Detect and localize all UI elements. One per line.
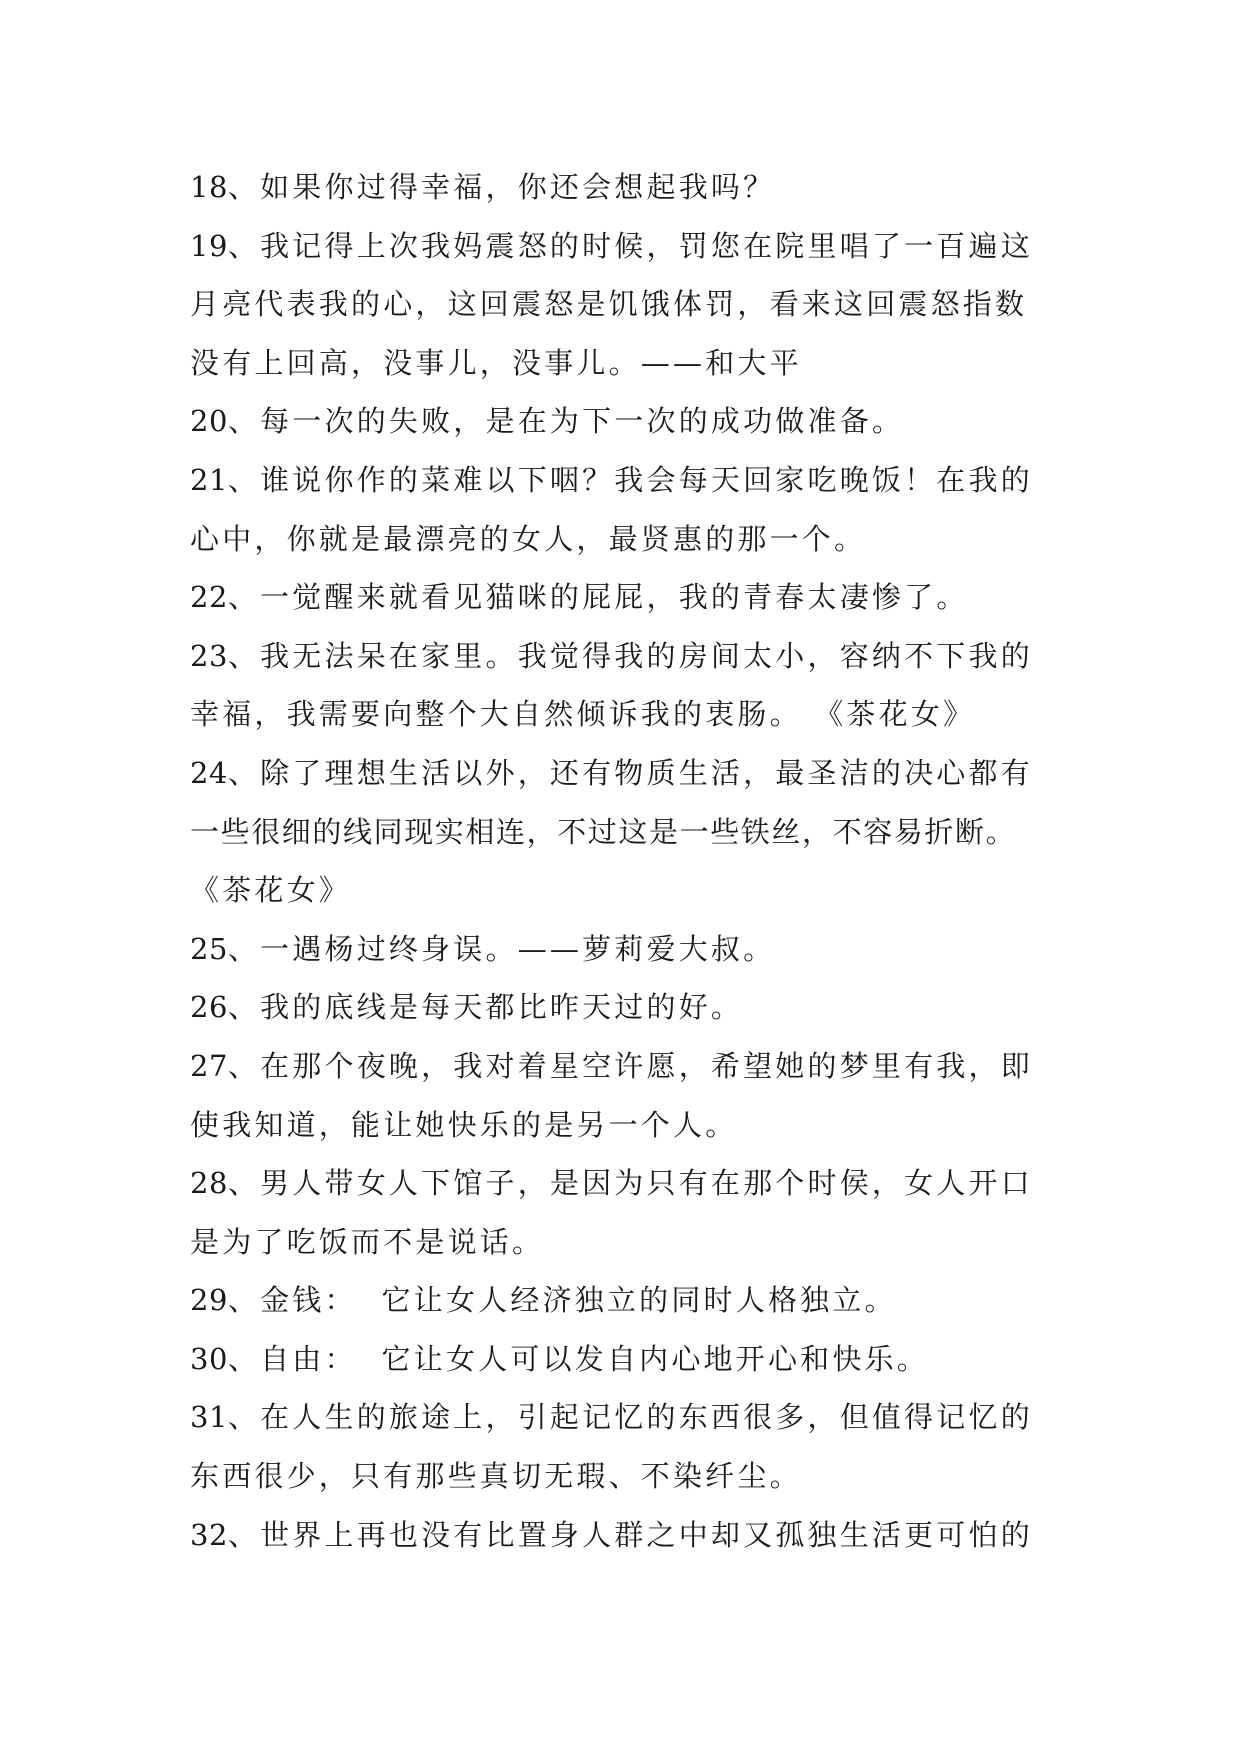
quote-entry-22 (190, 568, 1060, 627)
quote-line (190, 568, 1060, 627)
quote-entry-24 (190, 744, 1060, 920)
quote-entry-31 (190, 1388, 1060, 1505)
quote-line (190, 978, 1060, 1037)
number-separator: 、 (227, 170, 261, 204)
quote-entry-32 (190, 1506, 1060, 1565)
quote-number: 26 (190, 990, 228, 1025)
quote-line (190, 627, 1060, 686)
quote-line (190, 1506, 1060, 1565)
number-separator: 、 (227, 1400, 261, 1435)
quote-entry-19 (190, 217, 1060, 393)
quote-line (190, 451, 1060, 510)
quote-line (190, 1330, 1060, 1389)
quote-text: 谁说你作的菜难以下咽？我会每天回家吃晚饭！在我的 (260, 462, 1033, 497)
quote-text: 世界上再也没有比置身人群之中却又孤独生活更可怕的 (260, 1517, 1033, 1552)
quote-text: 除了理想生活以外，还有物质生活，最圣洁的决心都有 (260, 755, 1033, 790)
quote-text: 男人带女人下馆子，是因为只有在那个时侯，女人开口 (260, 1166, 1033, 1201)
quote-line: 月亮代表我的心，这回震怒是饥饿体罚，看来这回震怒指数 (190, 287, 1028, 322)
quote-text: 一觉醒来就看见猫咪的屁屁，我的青春太凄惨了。 (260, 580, 969, 615)
quote-text: 我的底线是每天都比昨天过的好。 (260, 990, 744, 1025)
quote-number: 18 (190, 170, 228, 204)
number-separator: 、 (227, 228, 261, 263)
quote-number: 25 (190, 931, 228, 966)
number-separator: 、 (227, 755, 261, 790)
quote-entry-28 (190, 1154, 1060, 1271)
quote-line: 《茶花女》 (190, 873, 352, 908)
number-separator: 、 (227, 1166, 261, 1201)
quote-entry-27 (190, 1037, 1060, 1154)
quote-number: 30 (190, 1341, 228, 1376)
quote-line (190, 1154, 1060, 1213)
quote-number: 20 (190, 404, 228, 439)
quote-number: 24 (190, 755, 228, 790)
quote-text: 每一次的失败，是在为下一次的成功做准备。 (260, 404, 905, 439)
quote-entry-18 (190, 158, 1060, 217)
quote-entry-29 (190, 1271, 1060, 1330)
number-separator: 、 (227, 990, 261, 1025)
quote-line: 没有上回高，没事儿，没事儿。——和大平 (190, 345, 802, 380)
quote-line: 使我知道，能让她快乐的是另一个人。 (190, 1107, 738, 1142)
quote-text: 我记得上次我妈震怒的时候，罚您在院里唱了一百遍这 (260, 228, 1033, 263)
number-separator: 、 (227, 1048, 261, 1083)
number-separator: 、 (227, 1517, 261, 1552)
number-separator: 、 (227, 580, 261, 615)
quote-line: 东西很少，只有那些真切无瑕、不染纤尘。 (190, 1459, 802, 1494)
quote-number: 19 (190, 228, 228, 263)
quote-line (190, 217, 1060, 276)
quote-number: 32 (190, 1517, 228, 1552)
quote-entry-26 (190, 978, 1060, 1037)
quote-entry-25 (190, 920, 1060, 979)
quote-line: 是为了吃饭而不是说话。 (190, 1224, 545, 1259)
quote-number: 23 (190, 638, 228, 673)
quote-line (190, 158, 1060, 217)
quote-text: 在那个夜晚，我对着星空许愿，希望她的梦里有我，即 (260, 1048, 1033, 1083)
quote-text: 如果你过得幸福，你还会想起我吗？ (260, 170, 776, 204)
quote-line (190, 744, 1060, 803)
number-separator: 、 (227, 462, 261, 497)
number-separator: 、 (227, 1341, 261, 1376)
quote-number: 21 (190, 462, 228, 497)
quote-number: 22 (190, 580, 228, 615)
quote-text: 我无法呆在家里。我觉得我的房间太小，容纳不下我的 (260, 638, 1033, 673)
quote-text: 金钱： 它让女人经济独立的同时人格独立。 (260, 1283, 897, 1318)
quote-number: 27 (190, 1048, 228, 1083)
quote-entry-23 (190, 627, 1060, 744)
quote-line: 一些很细的线同现实相连，不过这是一些铁丝，不容易折断。 (190, 814, 1017, 849)
quote-line: 心中，你就是最漂亮的女人，最贤惠的那一个。 (190, 521, 867, 556)
quote-line (190, 920, 1060, 979)
quote-line (190, 1271, 1060, 1330)
quote-line (190, 1037, 1060, 1096)
quote-list (190, 158, 1060, 1564)
quote-line: 幸福，我需要向整个大自然倾诉我的衷肠。 《茶花女》 (190, 697, 976, 732)
number-separator: 、 (227, 931, 261, 966)
quote-entry-21 (190, 451, 1060, 568)
quote-number: 29 (190, 1283, 228, 1318)
quote-number: 31 (190, 1400, 228, 1435)
quote-number: 28 (190, 1166, 228, 1201)
quote-entry-30 (190, 1330, 1060, 1389)
quote-text: 在人生的旅途上，引起记忆的东西很多，但值得记忆的 (260, 1400, 1033, 1435)
number-separator: 、 (227, 1283, 261, 1318)
number-separator: 、 (227, 638, 261, 673)
quote-text: 自由： 它让女人可以发自内心地开心和快乐。 (260, 1341, 929, 1376)
number-separator: 、 (227, 404, 261, 439)
quote-line (190, 1388, 1060, 1447)
quote-text: 一遇杨过终身误。——萝莉爱大叔。 (260, 931, 776, 966)
quote-line (190, 392, 1060, 451)
quote-entry-20 (190, 392, 1060, 451)
